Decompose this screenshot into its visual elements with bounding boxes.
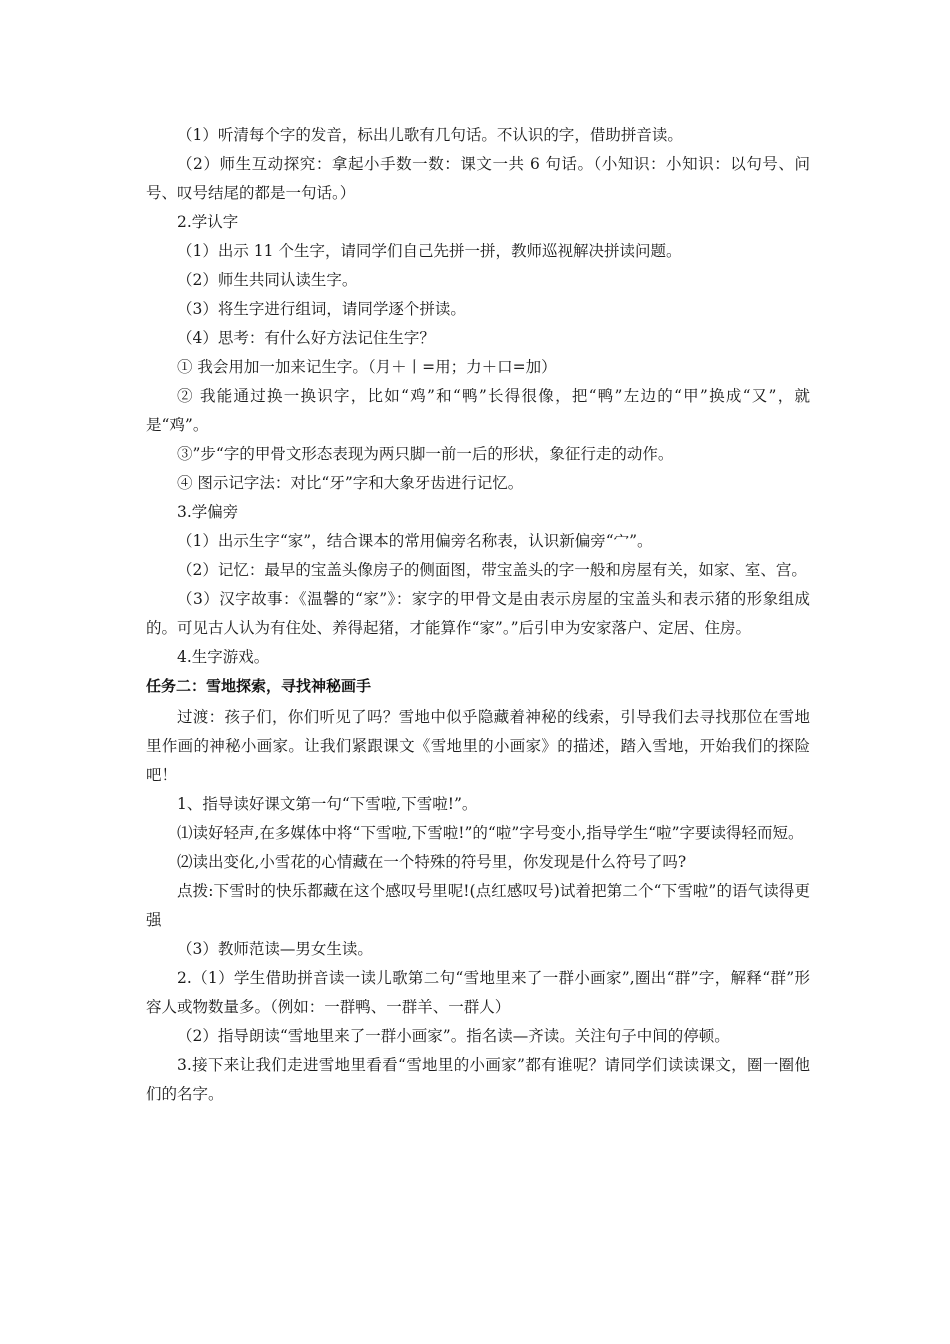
paragraph: （2）记忆：最早的宝盖头像房子的侧面图，带宝盖头的字一般和房屋有关，如家、室、宫。 <box>177 561 807 579</box>
paragraph: 4.生字游戏。 <box>177 648 270 666</box>
paragraph: （1）听清每个字的发音，标出儿歌有几句话。不认识的字，借助拼音读。 <box>177 126 683 144</box>
paragraph: 2.（1）学生借助拼音读一读儿歌第二句“雪地里来了一群小画家”,圈出“群”字，解释“群”形容人或物数量多。（例如：一群鸭、一群羊、一群人） <box>146 969 810 1016</box>
paragraph: ⑴读好轻声,在多媒体中将“下雪啦,下雪啦!”的“啦”字号变小,指导学生“啦”字要读得轻而短。 <box>177 824 804 842</box>
paragraph: （4）思考：有什么好方法记住生字？ <box>177 329 435 347</box>
paragraph: （1）出示 11 个生字，请同学们自己先拼一拼，教师巡视解决拼读问题。 <box>177 242 682 260</box>
paragraph: （3）将生字进行组词，请同学逐个拼读。 <box>177 300 466 318</box>
paragraph: ③”步“字的甲骨文形态表现为两只脚一前一后的形状，象征行走的动作。 <box>177 445 674 463</box>
paragraph: 过渡：孩子们，你们听见了吗？雪地中似乎隐藏着神秘的线索，引导我们去寻找那位在雪地里作画的神秘小画家。让我们紧跟课文《雪地里的小画家》的描述，踏入雪地，开始我们的探险吧！ <box>146 708 810 784</box>
paragraph: 3.接下来让我们走进雪地里看看“雪地里的小画家”都有谁呢？请同学们读读课文，圈一圈他们的名字。 <box>146 1056 810 1103</box>
paragraph: ④ 图示记字法：对比“牙”字和大象牙齿进行记忆。 <box>177 474 524 492</box>
step-heading: 3.学偏旁 <box>177 503 239 521</box>
paragraph: ① 我会用加一加来记生字。（月＋丨=用；力＋口=加） <box>177 358 557 376</box>
step-heading: 2.学认字 <box>177 213 239 231</box>
paragraph: ⑵读出变化,小雪花的心情藏在一个特殊的符号里，你发现是什么符号了吗? <box>177 853 687 871</box>
paragraph: 点拨:下雪时的快乐都藏在这个感叹号里呢!(点红感叹号)试着把第二个“下雪啦”的语气读得更强 <box>146 882 810 929</box>
section-heading: 任务二：雪地探索，寻找神秘画手 <box>146 677 372 695</box>
paragraph: （3）汉字故事：《温馨的“家”》：家字的甲骨文是由表示房屋的宝盖头和表示猪的形象组成的。可见古人认为有住处、养得起猪，才能算作“家”。”后引申为安家落户、定居、住房。 <box>146 590 810 637</box>
paragraph: （2）师生共同认读生字。 <box>177 271 358 289</box>
paragraph: （2）师生互动探究：拿起小手数一数：课文一共 6 句话。（小知识：小知识：以句号、问号、叹号结尾的都是一句话。） <box>146 155 810 202</box>
paragraph: （1）出示生字“家”，结合课本的常用偏旁名称表，认识新偏旁“宀”。 <box>177 532 653 550</box>
document-body <box>146 121 810 1109</box>
paragraph: （3）教师范读—男女生读。 <box>177 940 373 958</box>
paragraph: （2）指导朗读“雪地里来了一群小画家”。指名读—齐读。关注句子中间的停顿。 <box>177 1027 730 1045</box>
paragraph: ② 我能通过换一换识字，比如“鸡”和“鸭”长得很像，把“鸭”左边的“甲”换成“又”，就是“鸡”。 <box>146 387 810 434</box>
paragraph: 1、指导读好课文第一句“下雪啦,下雪啦!”。 <box>177 795 478 813</box>
